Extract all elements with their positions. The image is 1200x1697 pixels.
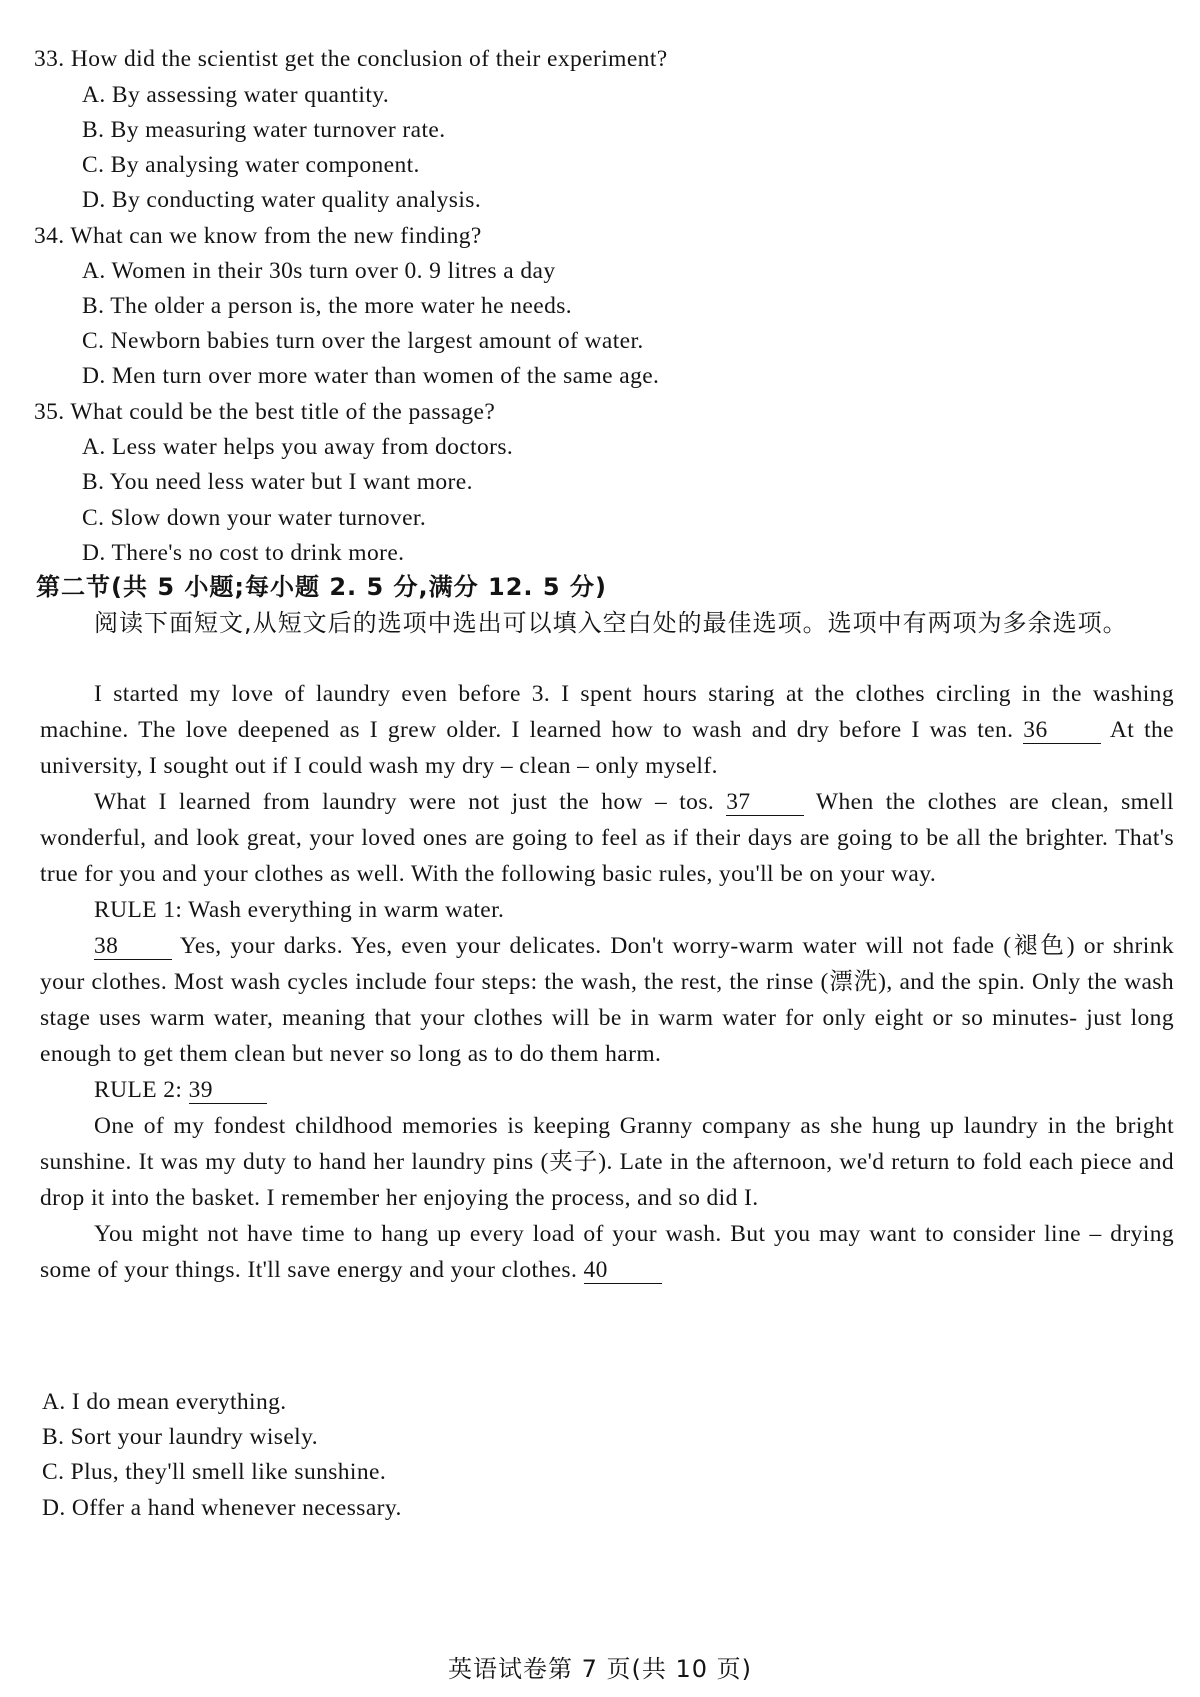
question-35-option-c: C. Slow down your water turnover.	[82, 505, 427, 531]
instruction-text: 阅读下面短文,从短文后的选项中选出可以填入空白处的最佳选项。选项中有两项为多余选项。	[94, 609, 1128, 637]
question-33-option-d: D. By conducting water quality analysis.	[82, 187, 482, 213]
paragraph-2-text-a: What I learned from laundry were not just the how – tos.	[94, 789, 715, 815]
blank-38: 38	[94, 933, 172, 960]
choice-c: C. Plus, they'll smell like sunshine.	[42, 1459, 387, 1485]
rule-1-heading: RULE 1: Wash everything in warm water.	[94, 897, 505, 923]
paragraph-5-text: You might not have time to hang up every load of your wash. But you may want to consider line – drying some of your things. It'll save energy and your clothes.	[40, 1221, 1174, 1283]
choice-b: B. Sort your laundry wisely.	[42, 1424, 318, 1450]
choice-d: D. Offer a hand whenever necessary.	[42, 1495, 402, 1521]
question-35-option-d: D. There's no cost to drink more.	[82, 540, 405, 566]
section-instruction	[40, 604, 1174, 642]
question-33-option-c: C. By analysing water component.	[82, 152, 420, 178]
passage-paragraph-3	[40, 928, 1174, 1072]
question-34-option-c: C. Newborn babies turn over the largest amount of water.	[82, 328, 644, 354]
passage	[40, 676, 1174, 1288]
question-35-stem: 35. What could be the best title of the passage?	[34, 399, 496, 425]
question-34-option-b: B. The older a person is, the more water he needs.	[82, 293, 573, 319]
question-33-option-b: B. By measuring water turnover rate.	[82, 117, 446, 143]
blank-37: 37	[726, 789, 804, 816]
rule-2-label: RULE 2:	[94, 1077, 183, 1103]
question-33-option-a: A. By assessing water quantity.	[82, 82, 390, 108]
passage-paragraph-4: One of my fondest childhood memories is keeping Granny company as she hung up laundry in the bright sunshine. It was my duty to hand her laundry pins (夹子). Late in the afternoon, we'd return to fold each piece and drop it into the basket. I remember her enjoying the process, and so did I.	[40, 1113, 1174, 1211]
passage-paragraph-5	[40, 1216, 1174, 1288]
question-34-option-d: D. Men turn over more water than women of the same age.	[82, 363, 660, 389]
passage-paragraph-1	[40, 676, 1174, 784]
choice-a: A. I do mean everything.	[42, 1389, 287, 1415]
question-35-option-a: A. Less water helps you away from doctors.	[82, 434, 514, 460]
paragraph-2-text-b: When the clothes are clean, smell wonderful, and look great, your loved ones are going to feel as if their days are going to be all the brighter. That's true for you and your clothes as well. With the following basic rules, you'll be on your way.	[40, 789, 1174, 887]
section-heading: 第二节(共 5 小题;每小题 2. 5 分,满分 12. 5 分)	[36, 573, 607, 601]
blank-39: 39	[189, 1077, 267, 1104]
page-footer: 英语试卷第 7 页(共 10 页)	[447, 1655, 753, 1683]
question-33-stem: 33. How did the scientist get the conclusion of their experiment?	[34, 46, 668, 72]
paragraph-3-text: Yes, your darks. Yes, even your delicates. Don't worry-warm water will not fade (褪色) or shrink your clothes. Most wash cycles include four steps: the wash, the rest, the rinse (漂洗), and the spin. Only the wash stage uses warm water, meaning that your clothes will be in warm water for only eight or so minutes- just long enough to get them clean but never so long as to do them harm.	[40, 933, 1175, 1067]
paragraph-1-text-a: I started my love of laundry even before 3. I spent hours staring at the clothes circling in the washing machine. The love deepened as I grew older. I learned how to wash and dry before I was ten.	[40, 681, 1174, 743]
blank-40: 40	[584, 1257, 662, 1284]
question-35-option-b: B. You need less water but I want more.	[82, 469, 473, 495]
question-34-option-a: A. Women in their 30s turn over 0. 9 litres a day	[82, 258, 556, 284]
paragraph-1-text-b: At the university, I sought out if I could wash my dry – clean – only myself.	[40, 717, 1174, 779]
blank-36: 36	[1023, 717, 1101, 744]
passage-paragraph-2	[40, 784, 1174, 892]
rule-2-heading	[40, 1072, 1174, 1108]
question-34-stem: 34. What can we know from the new finding?	[34, 223, 482, 249]
